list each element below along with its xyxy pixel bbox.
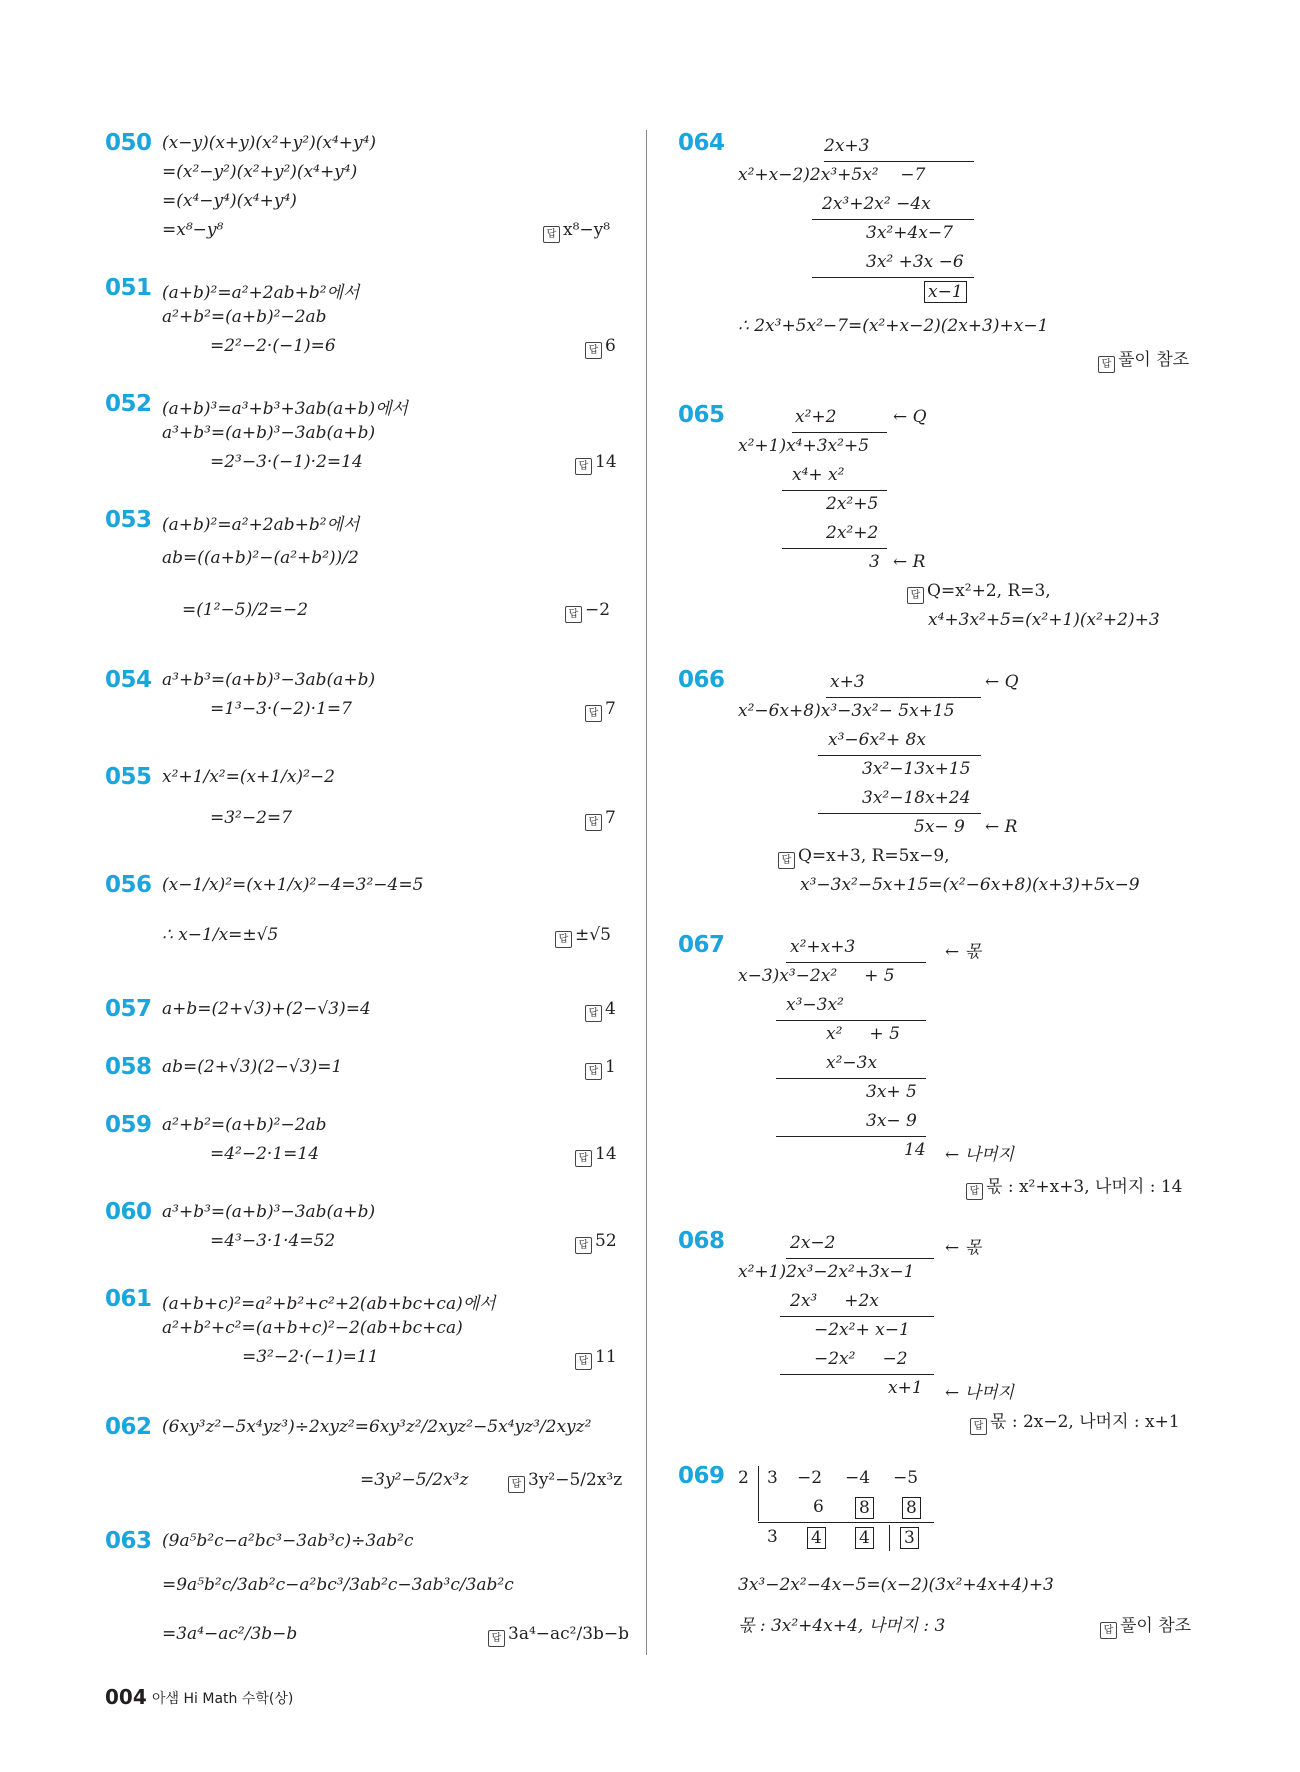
answer-icon: 답 <box>565 606 582 623</box>
quotient-arrow: ← 몫 <box>945 942 982 962</box>
synthetic-result: 4 <box>807 1527 826 1549</box>
subtract-line <box>776 1136 926 1137</box>
answer: 답 3a⁴−ac²/3b−b <box>488 1624 629 1647</box>
quotient: 2x+3 <box>824 136 870 156</box>
remainder: x+1 <box>888 1378 923 1398</box>
solution-line: a²+b²=(a+b)²−2ab <box>162 1115 327 1135</box>
step-line: x³−6x²+ 8x <box>828 730 926 750</box>
step-line: x²−3x <box>826 1053 878 1073</box>
dividend: x²−6x+8)x³−3x²− 5x+15 <box>738 701 955 721</box>
problem-number: 064 <box>678 130 725 156</box>
book-title: 아샘 Hi Math 수학(상) <box>152 1691 294 1707</box>
problem-number: 055 <box>105 764 152 790</box>
subtract-line <box>776 1020 926 1021</box>
problem-number: 051 <box>105 275 152 301</box>
step-line: −2x² −2 <box>814 1349 908 1369</box>
solution-line: a²+b²=(a+b)²−2ab <box>162 307 327 327</box>
answer: 답 14 <box>575 1144 617 1167</box>
solution-line: a³+b³=(a+b)³−3ab(a+b) <box>162 1202 376 1222</box>
synthetic-product: 8 <box>902 1497 921 1519</box>
problem-number: 058 <box>105 1054 152 1080</box>
solution-line: (a+b+c)²=a²+b²+c²+2(ab+bc+ca)에서 <box>162 1294 496 1314</box>
answer-icon: 답 <box>585 814 602 831</box>
answer-icon: 답 <box>1100 1622 1117 1639</box>
synthetic-product: 8 <box>855 1497 874 1519</box>
solution-line: =1³−3·(−2)·1=7 <box>210 699 352 719</box>
subtract-line <box>782 490 887 491</box>
solution-line: ab=(2+√3)(2−√3)=1 <box>162 1057 343 1077</box>
solution-line: =(x⁴−y⁴)(x⁴+y⁴) <box>162 191 297 211</box>
solution-line: =(1²−5)/2=−2 <box>182 600 309 620</box>
solution-line: (6xy³z²−5x⁴yz³)÷2xyz²=6xy³z²/2xyz²−5x⁴yz³/2xyz² <box>162 1417 592 1437</box>
solution-line: (a+b)³=a³+b³+3ab(a+b)에서 <box>162 399 408 419</box>
remainder-arrow: ← R <box>893 552 926 572</box>
problem-number: 052 <box>105 391 152 417</box>
answer: 답 11 <box>575 1347 617 1370</box>
quotient: x+3 <box>830 672 865 692</box>
division-bar <box>826 697 981 698</box>
dividend: x−3)x³−2x² + 5 <box>738 966 895 986</box>
solution-line: =3y²−5/2x³z <box>360 1470 469 1490</box>
step-line: 2x²+5 <box>826 494 879 514</box>
remainder: x−1 <box>924 281 967 303</box>
synthetic-result: 3 <box>767 1527 778 1547</box>
answer-icon: 답 <box>585 342 602 359</box>
dividend: x²+x−2)2x³+5x² −7 <box>738 165 926 185</box>
solution-line: (x−y)(x+y)(x²+y²)(x⁴+y⁴) <box>162 133 377 153</box>
subtract-line <box>780 1374 934 1375</box>
step-line: x³−3x² <box>786 995 844 1015</box>
answer: 답 풀이 참조 <box>1100 1611 1191 1639</box>
solution-line: ab=((a+b)²−(a²+b²))/2 <box>162 548 359 568</box>
synthetic-coef: −5 <box>893 1468 919 1488</box>
division-bar <box>786 1258 934 1259</box>
problem-number: 069 <box>678 1463 725 1489</box>
answer: 답 몫 : 2x−2, 나머지 : x+1 <box>970 1407 1180 1435</box>
problem-number: 050 <box>105 130 152 156</box>
problem-number: 057 <box>105 996 152 1022</box>
solution-line: a³+b³=(a+b)³−3ab(a+b) <box>162 670 376 690</box>
answer: 답 7 <box>585 808 616 831</box>
solution-line: =2³−3·(−1)·2=14 <box>210 452 363 472</box>
remainder-arrow: ← R <box>985 817 1018 837</box>
answer: 답 14 <box>575 452 617 475</box>
answer-icon: 답 <box>585 1005 602 1022</box>
problem-number: 063 <box>105 1528 152 1554</box>
answer: 답 7 <box>585 699 616 722</box>
problem-number: 060 <box>105 1199 152 1225</box>
conclusion: ∴ 2x³+5x²−7=(x²+x−2)(2x+3)+x−1 <box>738 316 1049 336</box>
answer-icon: 답 <box>575 1150 592 1167</box>
synthetic-result: 4 <box>855 1527 874 1549</box>
answer: 답 x⁸−y⁸ <box>543 220 610 243</box>
solution-line: =9a⁵b²c/3ab²c−a²bc³/3ab²c−3ab³c/3ab²c <box>162 1575 514 1595</box>
answer: 답 3y²−5/2x³z <box>508 1470 622 1493</box>
subtract-line <box>812 219 974 220</box>
synthetic-remainder-bar <box>889 1525 890 1551</box>
solution-line: =3²−2·(−1)=11 <box>242 1347 379 1367</box>
solution-line: a+b=(2+√3)+(2−√3)=4 <box>162 999 371 1019</box>
answer: 답 1 <box>585 1057 616 1080</box>
synthetic-vbar <box>758 1466 759 1521</box>
quotient: x²+x+3 <box>790 937 856 957</box>
answer: 답 몫 : x²+x+3, 나머지 : 14 <box>966 1172 1183 1200</box>
dividend: x²+1)2x³−2x²+3x−1 <box>738 1262 915 1282</box>
remainder: 14 <box>904 1140 926 1160</box>
division-bar <box>786 962 926 963</box>
synthetic-coef: 3 <box>767 1468 778 1488</box>
remainder-arrow: ← 나머지 <box>945 1145 1014 1165</box>
answer: 답 Q=x+3, R=5x−9, <box>778 846 950 869</box>
step-line: 2x³ +2x <box>790 1291 879 1311</box>
subtract-line <box>818 813 981 814</box>
problem-number: 056 <box>105 872 152 898</box>
step-line: 3x²−18x+24 <box>862 788 971 808</box>
synthetic-divisor: 2 <box>738 1468 749 1488</box>
problem-number: 054 <box>105 667 152 693</box>
quotient-arrow: ← 몫 <box>945 1238 982 1258</box>
synthetic-remainder: 3 <box>900 1527 919 1549</box>
problem-number: 062 <box>105 1414 152 1440</box>
quotient-arrow: ← Q <box>985 672 1019 692</box>
solution-line: ∴ x−1/x=±√5 <box>162 925 279 945</box>
problem-number: 066 <box>678 667 725 693</box>
subtract-line <box>812 277 974 278</box>
subtract-line <box>782 548 887 549</box>
answer-icon: 답 <box>907 587 924 604</box>
division-bar <box>824 161 974 162</box>
step-line: −2x²+ x−1 <box>814 1320 910 1340</box>
answer-icon: 답 <box>575 1353 592 1370</box>
answer: 답 풀이 참조 <box>1098 345 1189 373</box>
remainder: 3 <box>869 552 880 572</box>
subtract-line <box>818 755 981 756</box>
answer: 답 −2 <box>565 600 610 623</box>
synthetic-line <box>758 1522 934 1523</box>
answer: 답 Q=x²+2, R=3, <box>907 581 1051 604</box>
answer-icon: 답 <box>1098 356 1115 373</box>
subtract-line <box>780 1316 934 1317</box>
page-number: 004 <box>105 1685 147 1709</box>
answer-icon: 답 <box>543 226 560 243</box>
answer-icon: 답 <box>575 458 592 475</box>
solution-line: =4²−2·1=14 <box>210 1144 320 1164</box>
remainder: 5x− 9 <box>914 817 965 837</box>
step-line: x² + 5 <box>826 1024 900 1044</box>
answer-icon: 답 <box>488 1630 505 1647</box>
step-line: 3x²+4x−7 <box>866 223 953 243</box>
quotient-arrow: ← Q <box>893 407 927 427</box>
solution-line: =x⁸−y⁸ <box>162 220 224 240</box>
step-line: 3x− 9 <box>866 1111 917 1131</box>
step-line: 3x+ 5 <box>866 1082 917 1102</box>
answer-icon: 답 <box>575 1237 592 1254</box>
problem-number: 053 <box>105 507 152 533</box>
step-line: 2x²+2 <box>826 523 879 543</box>
solution-line: =2²−2·(−1)=6 <box>210 336 336 356</box>
answer-icon: 답 <box>970 1418 987 1435</box>
answer-icon: 답 <box>585 705 602 722</box>
solution-line: (x−1/x)²=(x+1/x)²−4=3²−4=5 <box>162 875 424 895</box>
answer-icon: 답 <box>508 1476 525 1493</box>
solution-line: (a+b)²=a²+2ab+b²에서 <box>162 283 360 303</box>
solution-line: (a+b)²=a²+2ab+b²에서 <box>162 515 360 535</box>
answer-icon: 답 <box>778 852 795 869</box>
problem-number: 065 <box>678 402 725 428</box>
dividend: x²+1)x⁴+3x²+5 <box>738 436 870 456</box>
quotient: 2x−2 <box>790 1233 836 1253</box>
quotient: x²+2 <box>795 407 837 427</box>
problem-number: 061 <box>105 1286 152 1312</box>
answer-icon: 답 <box>555 931 572 948</box>
quotient-remainder: 몫 : 3x²+4x+4, 나머지 : 3 <box>738 1616 946 1636</box>
solution-line: =3a⁴−ac²/3b−b <box>162 1624 298 1644</box>
answer: 답 ±√5 <box>555 925 611 948</box>
remainder-arrow: ← 나머지 <box>945 1383 1014 1403</box>
solution-line: (9a⁵b²c−a²bc³−3ab³c)÷3ab²c <box>162 1531 414 1551</box>
step-line: x⁴+ x² <box>792 465 845 485</box>
answer-icon: 답 <box>585 1063 602 1080</box>
solution-line: a³+b³=(a+b)³−3ab(a+b) <box>162 423 376 443</box>
answer-line: x³−3x²−5x+15=(x²−6x+8)(x+3)+5x−9 <box>800 875 1140 895</box>
column-divider <box>646 130 647 1655</box>
problem-number: 067 <box>678 932 725 958</box>
step-line: 3x²−13x+15 <box>862 759 971 779</box>
problem-number: 068 <box>678 1228 725 1254</box>
answer: 답 4 <box>585 999 616 1022</box>
synthetic-product: 6 <box>813 1497 824 1517</box>
solution-line: =(x²−y²)(x²+y²)(x⁴+y⁴) <box>162 162 358 182</box>
answer-icon: 답 <box>966 1183 983 1200</box>
synthetic-coef: −4 <box>845 1468 871 1488</box>
subtract-line <box>776 1078 926 1079</box>
solution-line: x²+1/x²=(x+1/x)²−2 <box>162 767 335 787</box>
step-line: 2x³+2x² −4x <box>822 194 931 214</box>
answer-line: x⁴+3x²+5=(x²+1)(x²+2)+3 <box>928 610 1160 630</box>
solution-line: a²+b²+c²=(a+b+c)²−2(ab+bc+ca) <box>162 1318 463 1338</box>
solution-line: =3²−2=7 <box>210 808 292 828</box>
answer: 답 6 <box>585 336 616 359</box>
answer: 답 52 <box>575 1231 617 1254</box>
division-bar <box>792 432 887 433</box>
solution-line: =4³−3·1·4=52 <box>210 1231 336 1251</box>
problem-number: 059 <box>105 1112 152 1138</box>
synthetic-coef: −2 <box>797 1468 823 1488</box>
step-line: 3x² +3x −6 <box>866 252 964 272</box>
conclusion: 3x³−2x²−4x−5=(x−2)(3x²+4x+4)+3 <box>738 1575 1054 1595</box>
